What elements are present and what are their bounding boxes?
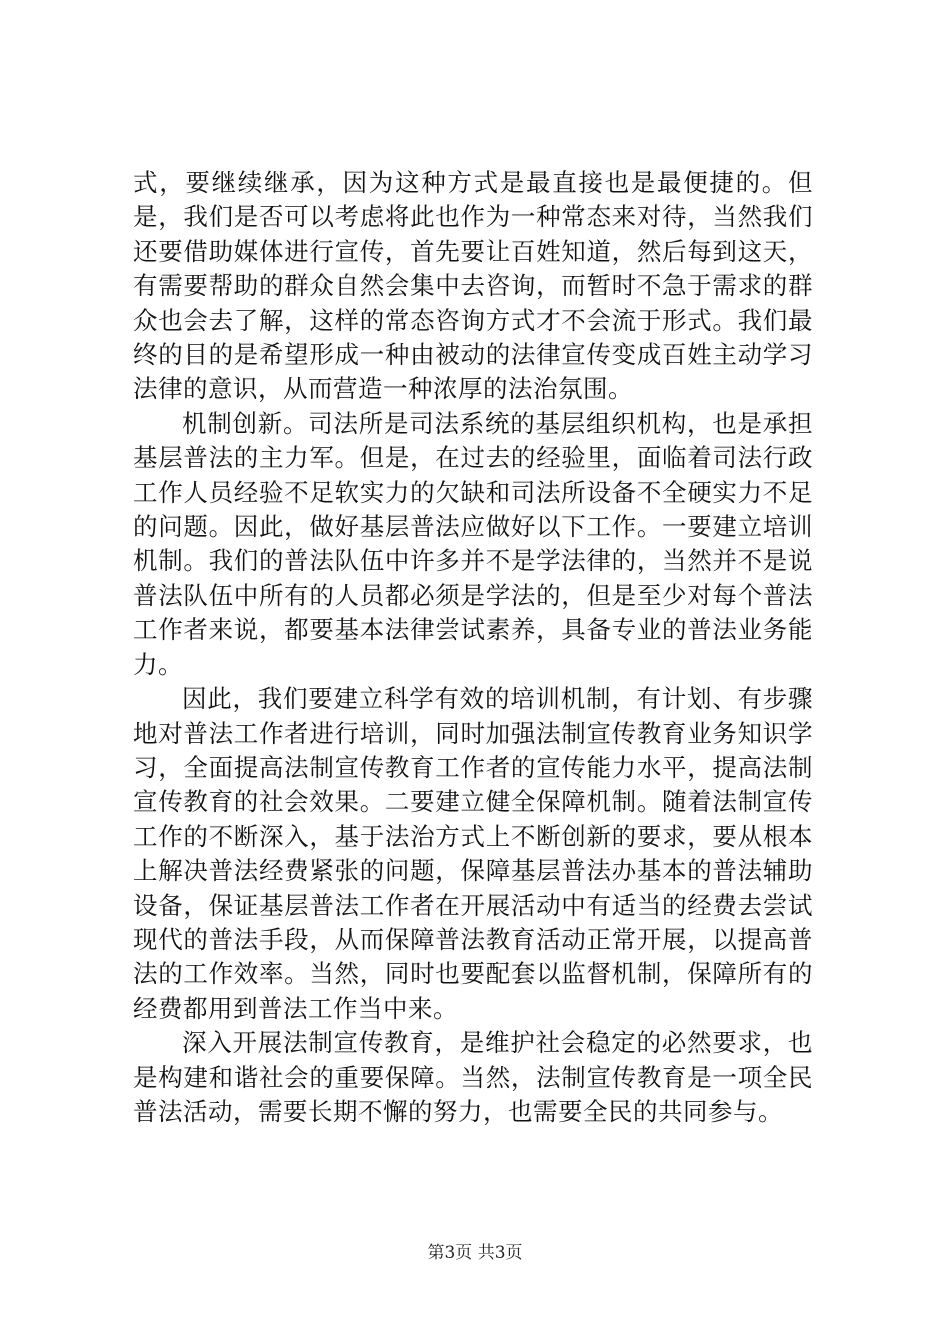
- paragraph-conclusion: 深入开展法制宣传教育，是维护社会稳定的必然要求，也是构建和谐社会的重要保障。当然，法制宣传教育是一项全民普法活动，需要长期不懈的努力，也需要全民的共同参与。: [133, 1028, 813, 1126]
- page-number-footer: 第3页 共3页: [427, 1243, 523, 1263]
- paragraph-continuation: 式，要继续继承，因为这种方式是最直接也是最便捷的。但是，我们是否可以考虑将此也作为一种常态来对待，当然我们还要借助媒体进行宣传，首先要让百姓知道，然后每到这天，有需要帮助的群众自然会集中去咨询，而暂时不急于需求的群众也会去了解，这样的常态咨询方式才不会流于形式。我们最终的目的是希望形成一种由被动的法律宣传变成百姓主动学习法律的意识，从而营造一种浓厚的法治氛围。: [133, 168, 813, 404]
- document-body: [133, 166, 813, 1129]
- paragraph-training-mechanism: 因此，我们要建立科学有效的培训机制，有计划、有步骤地对普法工作者进行培训，同时加强法制宣传教育业务知识学习，全面提高法制宣传教育工作者的宣传能力水平，提高法制宣传教育的社会效果。二要建立健全保障机制。随着法制宣传工作的不断深入，基于法治方式上不断创新的要求，要从根本上解决普法经费紧张的问题，保障基层普法办基本的普法辅助设备，保证基层普法工作者在开展活动中有适当的经费去尝试现代的普法手段，从而保障普法教育活动正常开展，以提高普法的工作效率。当然，同时也要配套以监督机制，保障所有的经费都用到普法工作当中来。: [133, 684, 813, 1023]
- paragraph-mechanism-innovation: 机制创新。司法所是司法系统的基层组织机构，也是承担基层普法的主力军。但是，在过去的经验里，面临着司法行政工作人员经验不足软实力的欠缺和司法所设备不全硬实力不足的问题。因此，做好基层普法应做好以下工作。一要建立培训机制。我们的普法队伍中许多并不是学法律的，当然并不是说普法队伍中所有的人员都必须是学法的，但是至少对每个普法工作者来说，都要基本法律尝试素养，具备专业的普法业务能力。: [133, 408, 813, 679]
